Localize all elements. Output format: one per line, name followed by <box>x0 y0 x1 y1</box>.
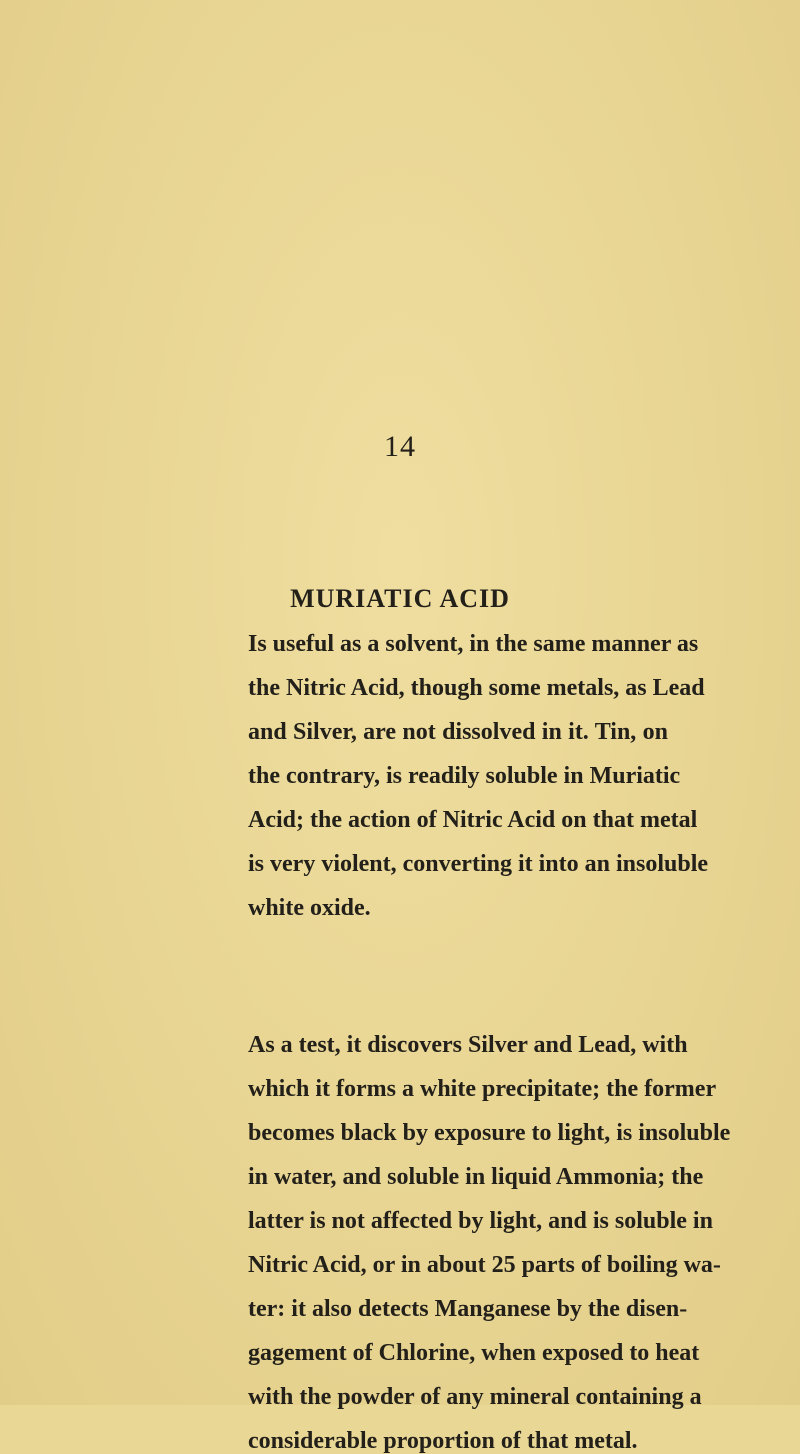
paragraph-line: in water, and soluble in liquid Ammonia; the <box>248 1164 704 1190</box>
paragraph-line: gagement of Chlorine, when exposed to heat <box>248 1340 700 1366</box>
paragraph-line: Acid; the action of Nitric Acid on that metal <box>248 807 698 833</box>
paragraph-line: the contrary, is readily soluble in Muriatic <box>248 763 681 789</box>
paragraph-line: ter: it also detects Manganese by the disen- <box>248 1296 688 1322</box>
section-heading: MURIATIC ACID <box>290 584 510 613</box>
paragraph-line: As a test, it discovers Silver and Lead, with <box>248 1032 688 1058</box>
paragraph-line: considerable proportion of that metal. <box>248 1428 638 1454</box>
page-number: 14 <box>384 430 416 463</box>
paragraph-line: the Nitric Acid, though some metals, as Lead <box>248 675 705 701</box>
paragraph-line: is very violent, converting it into an insoluble <box>248 851 709 877</box>
paragraph-line: becomes black by exposure to light, is insoluble <box>248 1120 731 1146</box>
paragraph-line: and Silver, are not dissolved in it. Tin, on <box>248 719 668 745</box>
paragraph-line: which it forms a white precipitate; the former <box>248 1076 717 1102</box>
paragraph-line: with the powder of any mineral containing a <box>248 1384 702 1410</box>
paragraph-line: latter is not affected by light, and is soluble in <box>248 1208 713 1234</box>
paragraph-line: Is useful as a solvent, in the same manner as <box>248 631 699 657</box>
paragraph-line: white oxide. <box>248 895 371 921</box>
paragraph-line: Nitric Acid, or in about 25 parts of boiling wa- <box>248 1252 721 1278</box>
